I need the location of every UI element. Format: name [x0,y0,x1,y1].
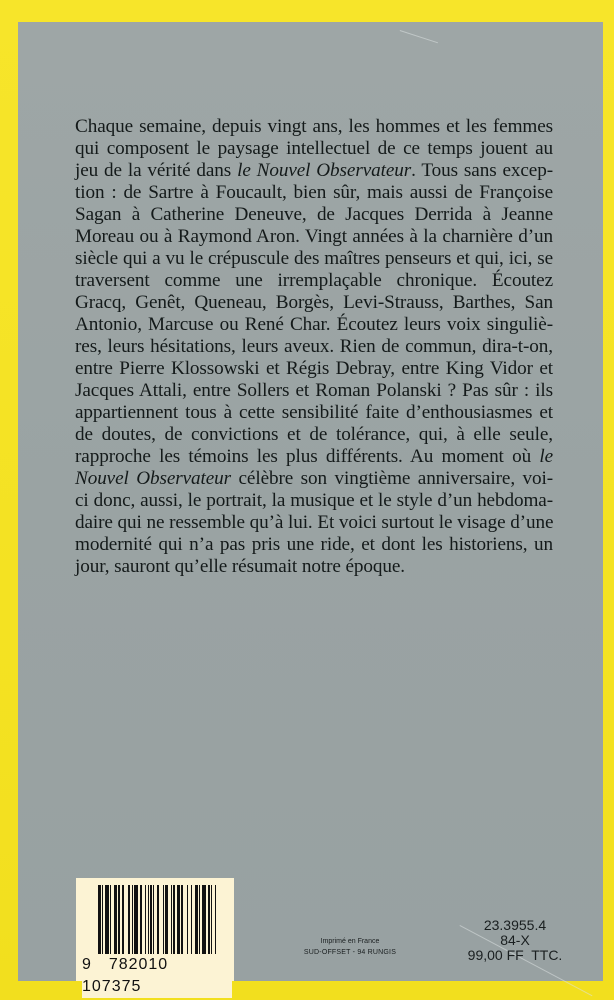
isbn-first-digit: 9 [82,956,92,973]
blurb-line: jeu de la vérité dans le Nouvel Observateur. Tous sans excep- [75,160,553,181]
price: 99,00 FF TTC. [467,947,563,963]
publication-title: Nouvel Observateur [75,468,232,489]
printer-name: SUD-OFFSET - 94 RUNGIS [303,949,397,956]
blurb-line: siècle qui a vu le crépuscule des maîtres penseurs et qui, ici, se [75,248,553,269]
blurb-line: jour, sauront qu’elle résumait notre époque. [75,556,405,577]
blurb-text [75,116,553,578]
printer-imprint [280,936,420,958]
blurb-line: Jacques Attali, entre Sollers et Roman Polanski ? Pas sûr : ils [75,380,553,401]
barcode-bars [98,885,228,959]
blurb-line: tion : de Sartre à Foucault, bien sûr, mais aussi de Françoise [75,182,553,203]
blurb-line: Nouvel Observateur célèbre son vingtième anniversaire, voi- [75,468,553,489]
blurb-line: Sagan à Catherine Deneuve, de Jacques Derrida à Jeanne [75,204,553,225]
blurb-line: appartiennent tous à cette sensibilité faite d’enthousiasmes et [75,402,553,423]
isbn-right-group: 107375 [82,978,142,995]
edition-code: 84-X [500,932,530,948]
printed-in-label: Imprimé en France [320,938,380,945]
blurb-line: entre Pierre Klossowski et Régis Debray, entre King Vidor et [75,358,553,379]
blurb-line: Chaque semaine, depuis vingt ans, les hommes et les femmes [75,116,553,137]
blurb-line: daire qui ne ressemble qu’à lui. Et voici surtout le visage d’une [75,512,554,533]
publication-title: le [539,446,553,467]
blurb-line: ci donc, aussi, le portrait, la musique et le style d’un hebdoma- [75,490,553,511]
publication-title: le Nouvel Observateur [237,160,412,181]
blurb-line: traversent comme une irremplaçable chronique. Écoutez [75,270,553,291]
isbn-number [82,954,232,998]
blurb-line: qui composent le paysage intellectuel de ce temps jouent au [75,138,553,159]
blurb-line: Gracq, Genêt, Queneau, Borgès, Levi-Strauss, Barthes, San [75,292,553,313]
isbn-barcode [76,878,234,995]
price-block [440,918,590,963]
blurb-line: Moreau ou à Raymond Aron. Vingt années à la charnière d’un [75,226,553,247]
blurb-line: de doutes, de convictions et de tolérance, qui, à elle seule, [75,424,553,445]
blurb-line: res, leurs hésitations, leurs aveux. Rien de commun, dira-t-on, [75,336,553,357]
blurb-line: modernité qui n’a pas pris une ride, et dont les historiens, un [75,534,553,555]
catalog-code: 23.3955.4 [483,917,547,933]
isbn-left-group: 782010 [108,956,169,973]
blurb-line: rapproche les témoins les plus différents. Au moment où le [75,446,553,467]
blurb-line: Antonio, Marcuse ou René Char. Écoutez leurs voix singuliè- [75,314,553,335]
